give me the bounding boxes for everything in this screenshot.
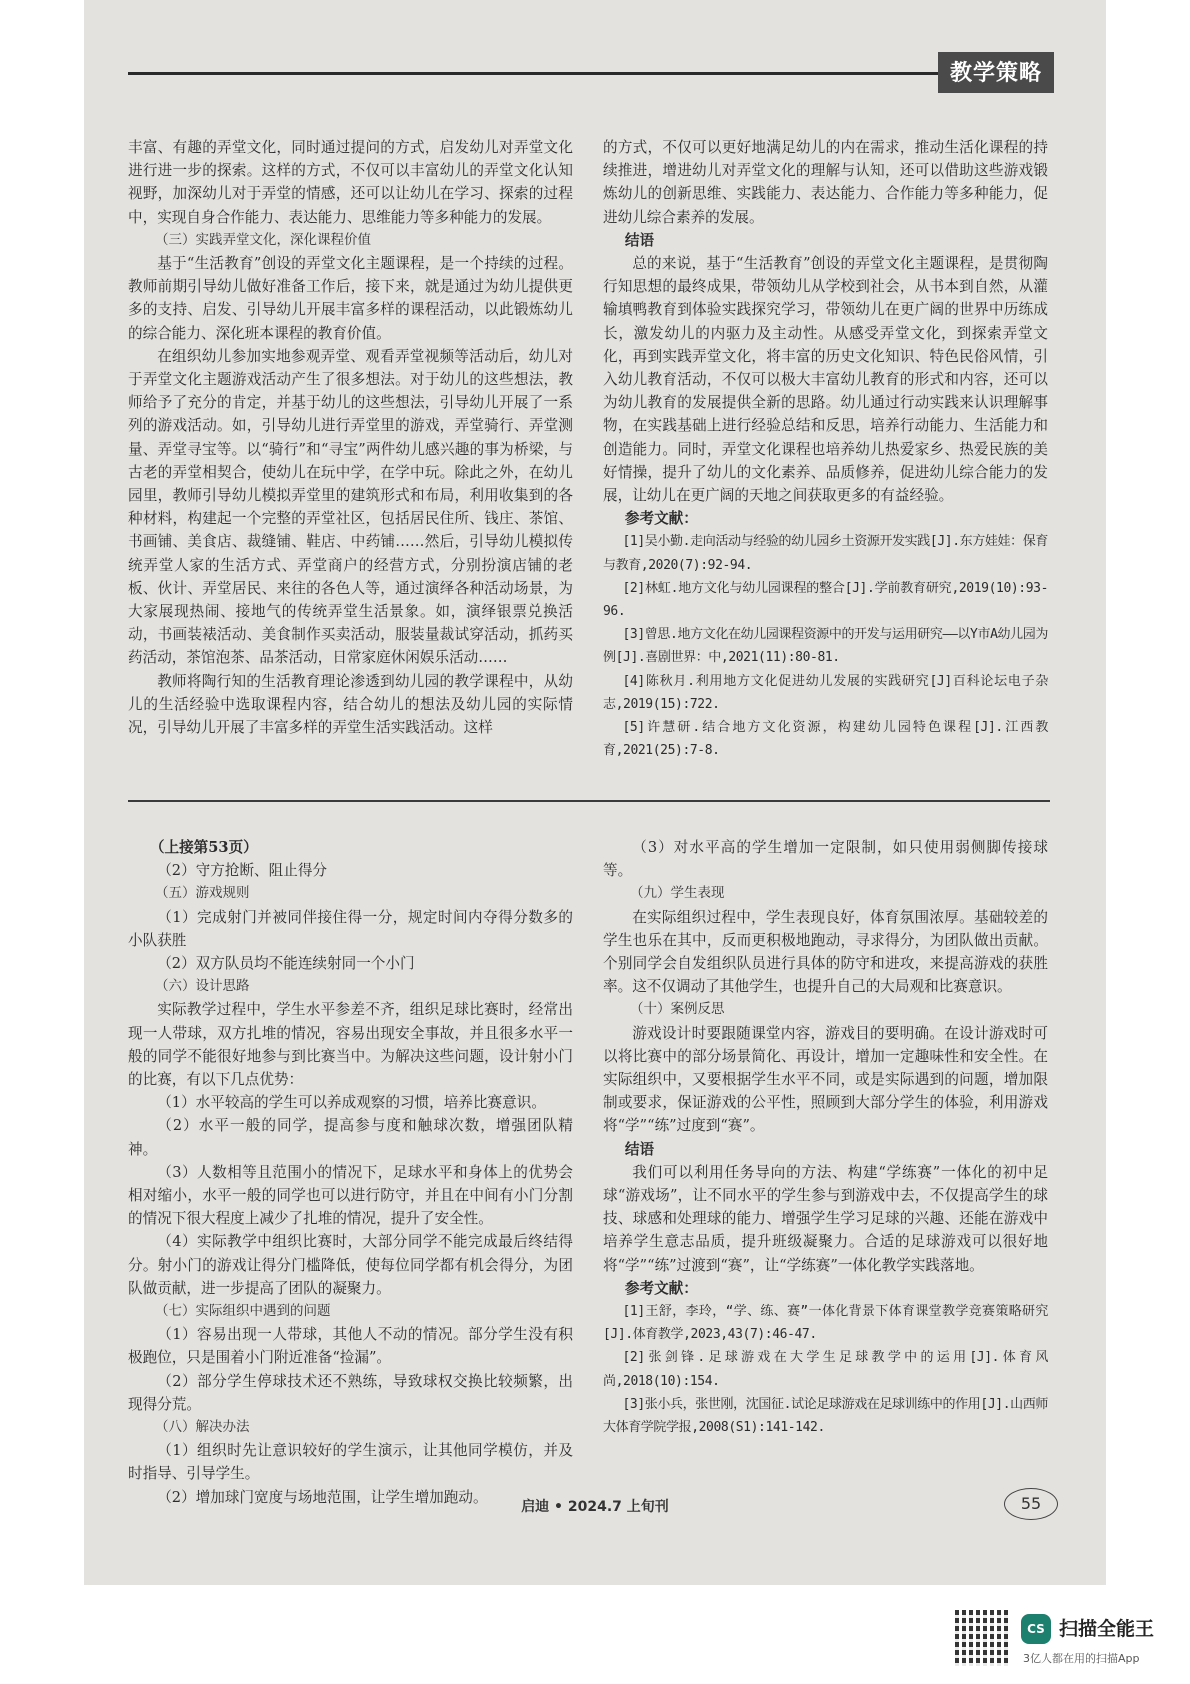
scanner-watermark bbox=[955, 1610, 1185, 1674]
subheading: （五）游戏规则 bbox=[155, 885, 250, 902]
scanned-page bbox=[84, 0, 1106, 1585]
lower-right-column bbox=[603, 836, 1048, 1439]
upper-right-column bbox=[603, 136, 1048, 762]
subheading: （十）案例反思 bbox=[630, 1001, 725, 1018]
paragraph: （1）完成射门并被同伴接住得一分，规定时间内夺得分数多的小队获胜 bbox=[128, 908, 573, 949]
lower-left-column bbox=[128, 836, 573, 1509]
paragraph: 在组织幼儿参加实地参观弄堂、观看弄堂视频等活动后，幼儿对于弄堂文化主题游戏活动产生了很多想法。对于幼儿的这些想法，教师给予了充分的肯定，并基于幼儿的这些想法，引导幼儿开展了一系列的游戏活动。如，引导幼儿进行弄堂里的游戏，弄堂骑行、弄堂测量、弄堂寻宝等。以“骑行”和“寻宝”两件幼儿感兴趣的事为桥梁，与古老的弄堂相契合，使幼儿在玩中学，在学中玩。除此之外，在幼儿园里，教师引导幼儿模拟弄堂里的建筑形式和布局，利用收集到的各种材料，构建起一个完整的弄堂社区，包括居民住所、钱庄、茶馆、书画铺、美食店、裁缝铺、鞋店、中药铺……然后，引导幼儿模拟传统弄堂人家的生活方式、弄堂商户的经营方式，分别扮演店铺的老板、伙计、弄堂居民、来往的各色人等，通过演绎各种活动场景，为大家展现热闹、接地气的传统弄堂生活景象。如，演绎银票兑换活动，书画装裱活动、美食制作买卖活动，服装量裁试穿活动，抓药买药活动，茶馆泡茶、品茶活动，日常家庭休闲娱乐活动…… bbox=[128, 347, 573, 667]
subheading: （九）学生表现 bbox=[630, 885, 725, 902]
qr-code-icon bbox=[955, 1610, 1011, 1666]
paragraph: （2）守方抢断、阻止得分 bbox=[157, 862, 328, 880]
reference: [1]王舒，李玲，“学、练、赛”一体化背景下体育课堂教学竞赛策略研究[J].体育教学,2023,43(7):46-47. bbox=[603, 1304, 1048, 1343]
reference: [1]吴小勤.走向活动与经验的幼儿园乡土资源开发实践[J].东方娃娃：保育与教育,2020(7):92-94. bbox=[603, 534, 1048, 573]
journal-footer: 启迪 • 2024.7 上旬刊 bbox=[521, 1499, 669, 1515]
header-rule bbox=[128, 72, 1002, 75]
scanner-tagline: 3亿人都在用的扫描App bbox=[1023, 1652, 1140, 1665]
subheading: （八）解决办法 bbox=[155, 1419, 250, 1436]
paragraph: （1）容易出现一人带球，其他人不动的情况。部分学生没有积极跑位，只是围着小门附近准备“捡漏”。 bbox=[128, 1326, 573, 1367]
subheading: （三）实践弄堂文化，深化课程价值 bbox=[155, 231, 371, 248]
upper-left-column bbox=[128, 136, 573, 739]
reference: [4]陈秋月.利用地方文化促进幼儿发展的实践研究[J]百科论坛电子杂志,2019(15):722. bbox=[603, 673, 1048, 712]
paragraph: 总的来说，基于“生活教育”创设的弄堂文化主题课程，是贯彻陶行知思想的最终成果，带领幼儿从学校到社会，从书本到自然，从灌输填鸭教育到体验实践探究学习，带领幼儿在更广阔的世界中历练成长，激发幼儿的内驱力及主动性。从感受弄堂文化，到探索弄堂文化，再到实践弄堂文化，将丰富的历史文化知识、特色民俗风情，引入幼儿教育活动，不仅可以极大丰富幼儿教育的形式和内容，还可以为幼儿教育的发展提供全新的思路。幼儿通过行动实践来认识理解事物，在实践基础上进行经验总结和反思，培养行动能力、生活能力和创造能力。同时，弄堂文化课程也培养幼儿热爱家乡、热爱民族的美好情操，提升了幼儿的文化素养、品质修养，促进幼儿综合能力的发展，让幼儿在更广阔的天地之间获取更多的有益经验。 bbox=[603, 255, 1048, 505]
paragraph: 在实际组织过程中，学生表现良好，体育氛围浓厚。基础较差的学生也乐在其中，反而更积极地跑动，寻求得分，为团队做出贡献。个别同学会自发组织队员进行具体的防守和进攻，来提高游戏的获胜率。这不仅调动了其他学生，也提升自己的大局观和比赛意识。 bbox=[603, 908, 1048, 996]
paragraph: 我们可以利用任务导向的方法、构建“学练赛”一体化的初中足球“游戏场”，让不同水平的学生参与到游戏中去，不仅提高学生的球技、球感和处理球的能力、增强学生学习足球的兴趣、还能在游戏中培养学生意志品质，提升班级凝聚力。合适的足球游戏可以很好地将“学”“练”过渡到“赛”，让“学练赛”一体化教学实践落地。 bbox=[603, 1163, 1048, 1274]
reference: [3]张小兵，张世刚，沈国征.试论足球游戏在足球训练中的作用[J].山西师大体育学院学报,2008(S1):141-142. bbox=[603, 1396, 1048, 1436]
paragraph: （3）人数相等且范围小的情况下，足球水平和身体上的优势会相对缩小，水平一般的同学也可以进行防守，并且在中间有小门分割的情况下很大程度上减少了扎堆的情况，提升了安全性。 bbox=[128, 1163, 573, 1228]
paragraph: 教师将陶行知的生活教育理论渗透到幼儿园的教学课程中，从幼儿的生活经验中选取课程内容，结合幼儿的想法及幼儿园的实际情况，引导幼儿开展了丰富多样的弄堂生活实践活动。这样 bbox=[128, 672, 573, 737]
paragraph: （2）部分学生停球技术还不熟练，导致球权交换比较频繁，出现得分荒。 bbox=[128, 1372, 573, 1413]
paragraph: 实际教学过程中，学生水平参差不齐，组织足球比赛时，经常出现一人带球，双方扎堆的情况，容易出现安全事故，并且很多水平一般的同学不能很好地参与到比赛当中。为解决这些问题，设计射小门的比赛，有以下几点优势： bbox=[128, 1001, 573, 1089]
paragraph: 的方式，不仅可以更好地满足幼儿的内在需求，推动生活化课程的持续推进，增进幼儿对弄堂文化的理解与认知，还可以借助这些游戏锻炼幼儿的创新思维、实践能力、表达能力、合作能力等多种能力，促进幼儿综合素养的发展。 bbox=[603, 139, 1048, 226]
paragraph: （4）实际教学中组织比赛时，大部分同学不能完成最后终结得分。射小门的游戏让得分门槛降低，使每位同学都有机会得分，为团队做贡献，进一步提高了团队的凝聚力。 bbox=[128, 1233, 573, 1297]
reference: [2]林虹.地方文化与幼儿园课程的整合[J].学前教育研究,2019(10):93-96. bbox=[603, 580, 1048, 620]
paragraph: 丰富、有趣的弄堂文化，同时通过提问的方式，启发幼儿对弄堂文化进行进一步的探索。这样的方式，不仅可以丰富幼儿的弄堂文化认知视野，加深幼儿对于弄堂的情感，还可以让幼儿在学习、探索的过程中，实现自身合作能力、表达能力、思维能力等多种能力的发展。 bbox=[128, 139, 573, 226]
paragraph: （2）双方队员均不能连续射同一个小门 bbox=[157, 955, 415, 973]
paragraph: （1）组织时先让意识较好的学生演示，让其他同学模仿，并及时指导、引导学生。 bbox=[128, 1442, 573, 1483]
reference: [2]张剑锋.足球游戏在大学生足球教学中的运用[J].体育风尚,2018(10):154. bbox=[603, 1350, 1048, 1389]
subheading: （七）实际组织中遇到的问题 bbox=[155, 1303, 331, 1320]
heading: 参考文献： bbox=[624, 510, 698, 528]
paragraph: 基于“生活教育”创设的弄堂文化主题课程，是一个持续的过程。教师前期引导幼儿做好准备工作后，接下来，就是通过为幼儿提供更多的支持、启发、引导幼儿开展丰富多样的课程活动，以此锻炼幼儿的综合能力、深化班本课程的教育价值。 bbox=[128, 255, 573, 342]
paragraph: （1）水平较高的学生可以养成观察的习惯，培养比赛意识。 bbox=[157, 1094, 546, 1112]
paragraph: （2）水平一般的同学，提高参与度和触球次数，增强团队精神。 bbox=[128, 1117, 573, 1158]
reference: [3]曾思.地方文化在幼儿园课程资源中的开发与运用研究——以Y市A幼儿园为例[J].喜剧世界：中,2021(11):80-81. bbox=[603, 627, 1048, 666]
paragraph: （2）增加球门宽度与场地范围，让学生增加跑动。 bbox=[157, 1488, 488, 1506]
heading: 结语 bbox=[624, 1140, 655, 1158]
scanner-app-name: 扫描全能王 bbox=[1059, 1618, 1155, 1640]
heading: （上接第53页） bbox=[149, 839, 258, 856]
paragraph: （3）对水平高的学生增加一定限制，如只使用弱侧脚传接球等。 bbox=[603, 839, 1048, 880]
subheading: （六）设计思路 bbox=[155, 978, 250, 995]
section-tag: 教学策略 bbox=[938, 52, 1054, 93]
paragraph: 游戏设计时要跟随课堂内容，游戏目的要明确。在设计游戏时可以将比赛中的部分场景简化、再设计，增加一定趣味性和安全性。在实际组织中，又要根据学生水平不同，或是实际遇到的问题，增加限制或要求，保证游戏的公平性，照顾到大部分学生的体验，利用游戏将“学”“练”过度到“赛”。 bbox=[603, 1024, 1048, 1135]
page-number: 55 bbox=[1004, 1488, 1058, 1520]
reference: [5]许慧研.结合地方文化资源，构建幼儿园特色课程[J].江西教育,2021(25):7-8. bbox=[603, 720, 1048, 759]
cs-logo-icon: CS bbox=[1021, 1614, 1051, 1644]
section-divider bbox=[128, 800, 1050, 802]
heading: 结语 bbox=[624, 231, 655, 249]
heading: 参考文献： bbox=[624, 1279, 698, 1297]
